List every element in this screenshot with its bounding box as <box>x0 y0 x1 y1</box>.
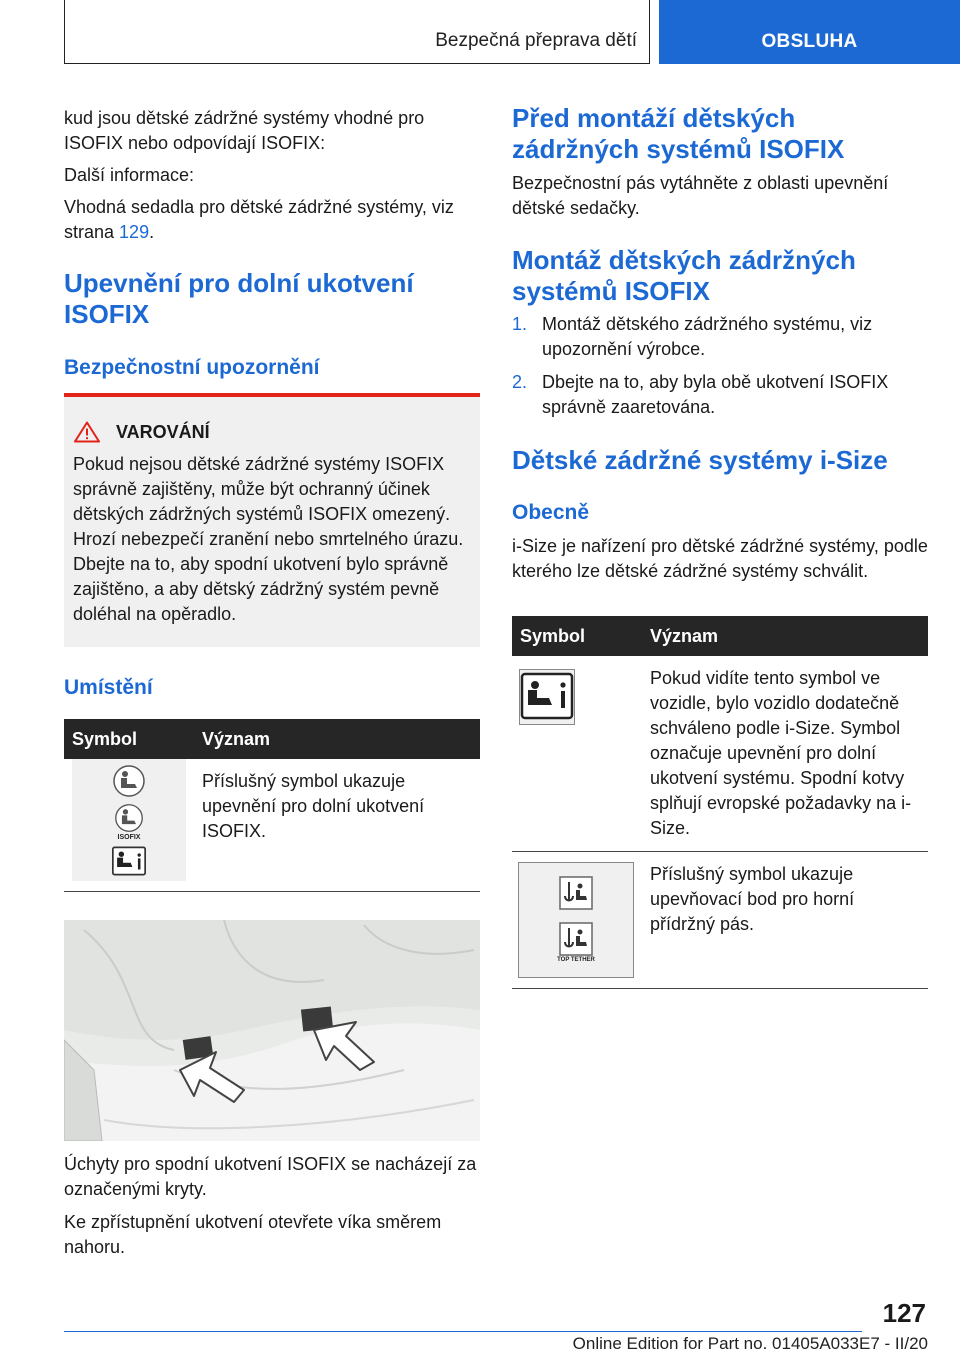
list-item <box>512 312 928 362</box>
isize-seat-icon <box>112 846 146 876</box>
warning-text: Pokud nejsou dětské zádržné systémy ISOFIX správně zajištěny, může být ochranný účinek dětských zádržných systémů ISOFIX omezený. Hrozí nebezpečí zranění nebo smrtelného úrazu. Dbejte na to, aby spodní ukotvení bylo správně zajištěno, a aby dětský zádržný systém pevně doléhal na opěradlo. <box>73 454 464 624</box>
page-number: 127 <box>882 1298 926 1328</box>
symbol-cell <box>512 656 642 852</box>
top-tether-labeled-icon <box>559 922 593 956</box>
seats-reference <box>64 195 480 245</box>
isize-symbol-table <box>512 616 928 989</box>
warning-box <box>64 393 480 647</box>
mounting-steps <box>512 312 928 428</box>
photo-caption <box>64 1152 480 1260</box>
footer-divider <box>64 1331 862 1332</box>
step-text: Montáž dětského zádržného systému, viz upozornění výrobce. <box>542 314 873 359</box>
table-row <box>64 759 480 892</box>
heading-mounting: Montáž dětských zádržných systémů ISOFIX <box>512 245 856 306</box>
warning-header <box>73 421 470 443</box>
col-header-meaning: Význam <box>194 719 480 759</box>
meaning-cell: Příslušný symbol ukazuje upevnění pro dolní ukotvení ISOFIX. <box>194 759 480 892</box>
meaning-cell: Pokud vidíte tento symbol ve vozidle, bylo vozidlo dodatečně schváleno podle i-Size. Symbol označuje upevnění pro dolní ukotvení systému. Spodní kotvy splňují evropské požadavky na i-Size. <box>642 656 928 852</box>
rear-seat-illustration <box>64 920 480 1141</box>
table-row <box>512 656 928 852</box>
step-number: 1. <box>512 314 528 334</box>
location-table-wrap <box>64 719 480 892</box>
isofix-symbols <box>72 759 186 881</box>
isize-table-wrap <box>512 616 928 989</box>
col-header-meaning: Význam <box>642 616 928 656</box>
child-seat-circle-icon <box>112 764 146 798</box>
header-section-title <box>64 0 650 64</box>
caption-open-covers: Ke zpřístupnění ukotvení otevřete víka směrem nahoru. <box>64 1212 442 1257</box>
isofix-icon-label: ISOFIX <box>117 833 141 841</box>
general-text: i-Size je nařízení pro dětské zádržné systémy, podle kterého lze dětské zádržné systémy schválit. <box>512 536 928 581</box>
heading-isofix-anchors: Upevnění pro dolní ukotvení ISOFIX <box>64 268 414 329</box>
table-row <box>512 852 928 989</box>
table-header <box>512 616 928 656</box>
chapter-tab-label: OBSLUHA <box>761 31 858 52</box>
left-intro <box>64 106 480 245</box>
top-tether-symbols <box>518 862 634 978</box>
isize-seat-icon <box>518 668 576 726</box>
heading-location: Umístění <box>64 676 153 699</box>
list-item <box>512 370 928 420</box>
step-text: Dbejte na to, aby byla obě ukotvení ISOFIX správně zaaretována. <box>542 372 889 417</box>
isofix-label-group <box>114 803 144 842</box>
top-tether-label-group <box>557 922 595 964</box>
section-title-text: Bezpečná přeprava dětí <box>435 30 637 51</box>
footer-edition: Online Edition for Part no. 01405A033E7 - II/20 <box>572 1334 928 1353</box>
page-link-129[interactable]: 129 <box>119 222 150 242</box>
heading-safety-notes: Bezpečnostní upozornění <box>64 356 320 379</box>
top-tether-label: TOP TETHER <box>557 957 595 964</box>
location-symbol-table <box>64 719 480 892</box>
before-mounting-text: Bezpečnostní pás vytáhněte z oblasti upevnění dětské sedačky. <box>512 173 889 218</box>
meaning-cell: Příslušný symbol ukazuje upevňovací bod pro horní přídržný pás. <box>642 852 928 989</box>
warning-triangle-icon <box>74 421 100 443</box>
heading-isize: Dětské zádržné systémy i-Size <box>512 445 888 475</box>
top-tether-icon <box>559 876 593 910</box>
col-header-symbol: Symbol <box>512 616 642 656</box>
warning-title: VAROVÁNÍ <box>116 421 210 442</box>
header-chapter-tab[interactable] <box>659 0 960 64</box>
symbol-cell <box>64 759 194 892</box>
caption-anchor-location: Úchyty pro spodní ukotvení ISOFIX se nacházejí za označenými kryty. <box>64 1154 477 1199</box>
isofix-anchor-photo <box>64 920 480 1141</box>
heading-before-mounting: Před montáží dětských zádržných systémů ISOFIX <box>512 103 845 164</box>
seats-reference-text: Vhodná sedadla pro dětské zádržné systémy, viz strana <box>64 197 454 242</box>
intro-text: kud jsou dětské zádržné systémy vhodné pro ISOFIX nebo odpovídají ISOFIX: <box>64 108 425 153</box>
more-info-label: Další informace: <box>64 165 195 185</box>
step-number: 2. <box>512 372 528 392</box>
heading-general: Obecně <box>512 501 590 524</box>
seats-reference-end: . <box>149 222 155 242</box>
col-header-symbol: Symbol <box>64 719 194 759</box>
symbol-cell <box>512 852 642 989</box>
table-header <box>64 719 480 759</box>
isofix-seat-icon <box>114 803 144 833</box>
